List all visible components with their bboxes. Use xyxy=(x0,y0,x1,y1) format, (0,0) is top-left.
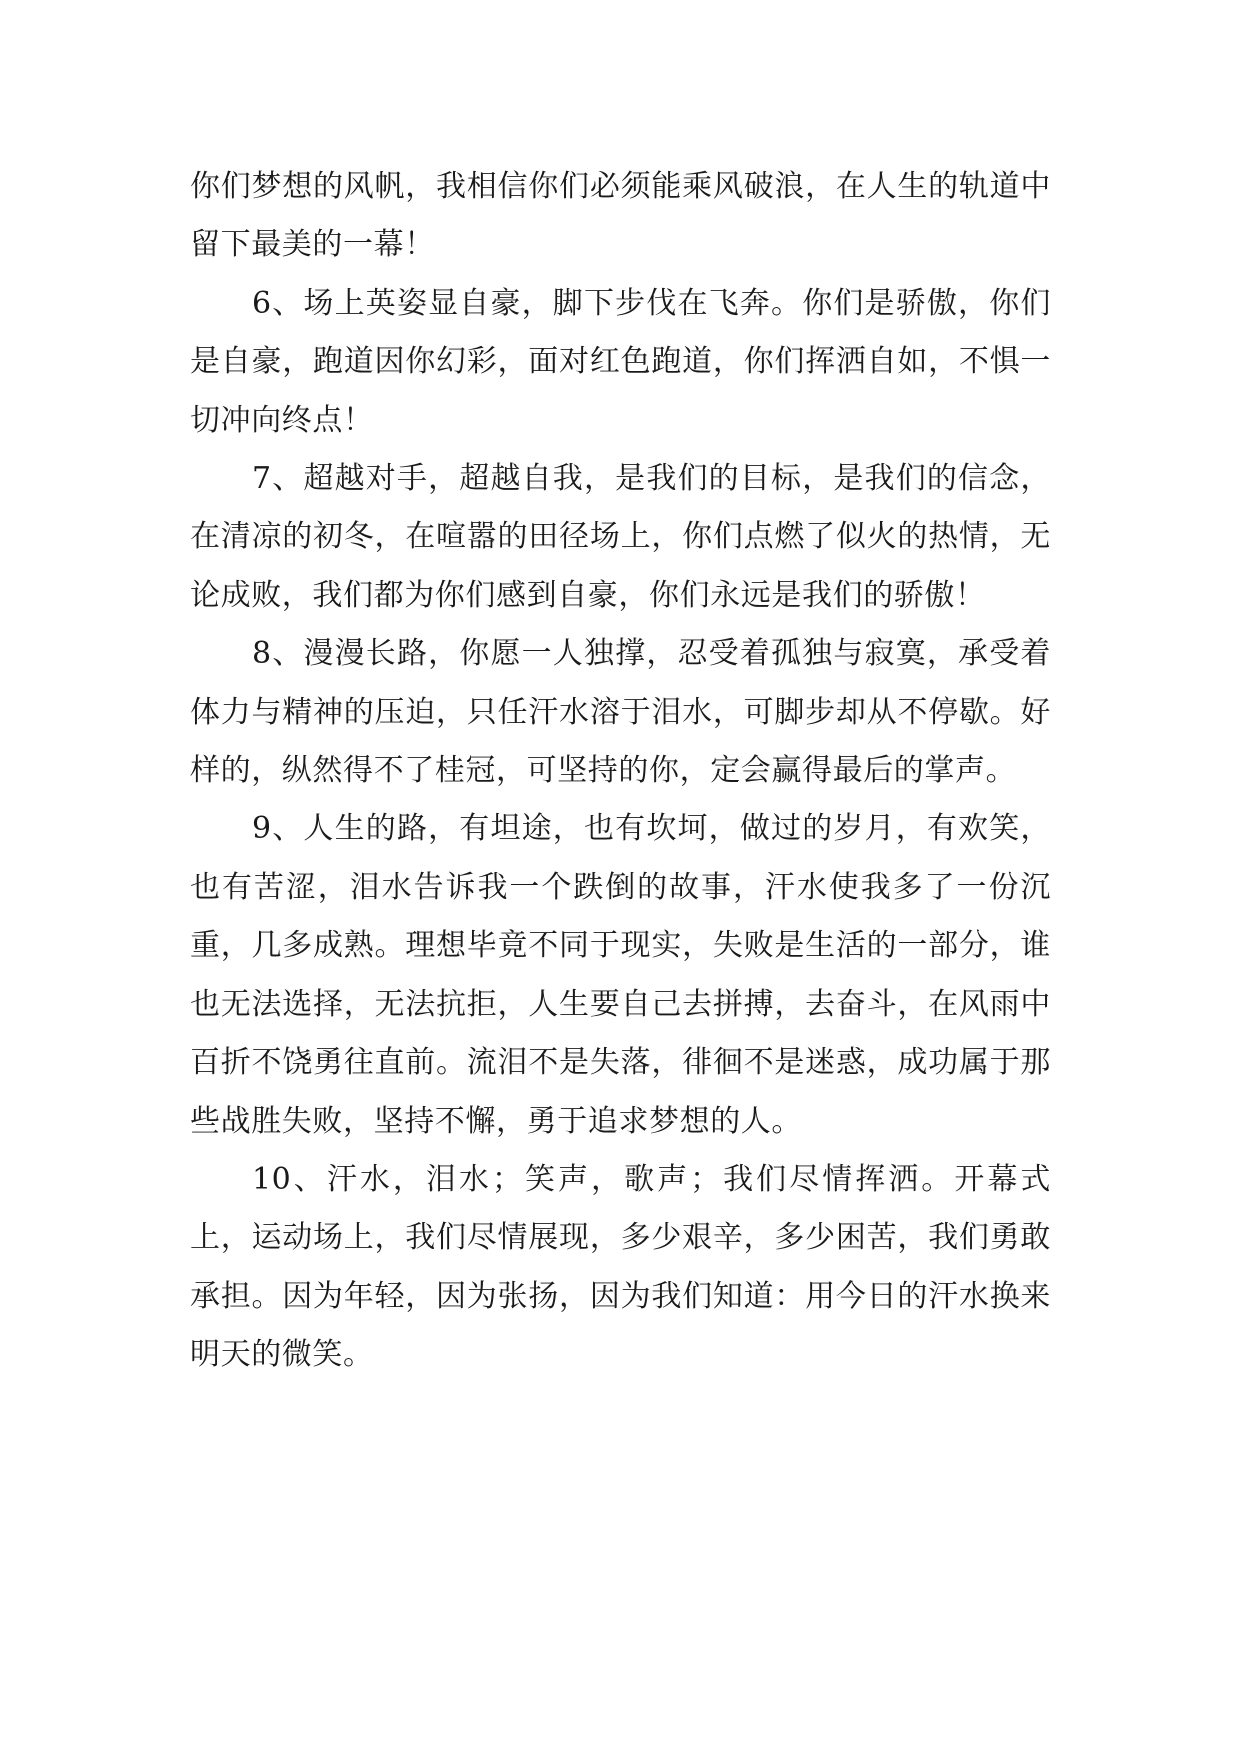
paragraph-7: 7、超越对手，超越自我，是我们的目标，是我们的信念，在清凉的初冬，在喧嚣的田径场上，你们点燃了似火的热情，无论成败，我们都为你们感到自豪，你们永远是我们的骄傲！ xyxy=(190,461,1051,613)
paragraph-10: 10、汗水，泪水；笑声，歌声；我们尽情挥洒。开幕式上，运动场上，我们尽情展现，多少艰辛，多少困苦，我们勇敢承担。因为年轻，因为张扬，因为我们知道：用今日的汗水换来明天的微笑。 xyxy=(190,1161,1051,1373)
paragraph-8: 8、漫漫长路，你愿一人独撑，忍受着孤独与寂寞，承受着体力与精神的压迫，只任汗水溶于泪水，可脚步却从不停歇。好样的，纵然得不了桂冠，可坚持的你，定会赢得最后的掌声。 xyxy=(190,636,1051,789)
document-body xyxy=(190,158,1051,1385)
paragraph-9: 9、人生的路，有坦途，也有坎坷，做过的岁月，有欢笑，也有苦涩，泪水告诉我一个跌倒的故事，汗水使我多了一份沉重，几多成熟。理想毕竟不同于现实，失败是生活的一部分，谁也无法选择，无法抗拒，人生要自己去拼搏，去奋斗，在风雨中百折不饶勇往直前。流泪不是失落，徘徊不是迷惑，成功属于那些战胜失败，坚持不懈，勇于追求梦想的人。 xyxy=(190,811,1051,1139)
paragraph-5-continued: 你们梦想的风帆，我相信你们必须能乘风破浪，在人生的轨道中留下最美的一幕！ xyxy=(190,169,1051,263)
paragraph-6: 6、场上英姿显自豪，脚下步伐在飞奔。你们是骄傲，你们是自豪，跑道因你幻彩，面对红色跑道，你们挥洒自如，不惧一切冲向终点！ xyxy=(190,285,1051,438)
